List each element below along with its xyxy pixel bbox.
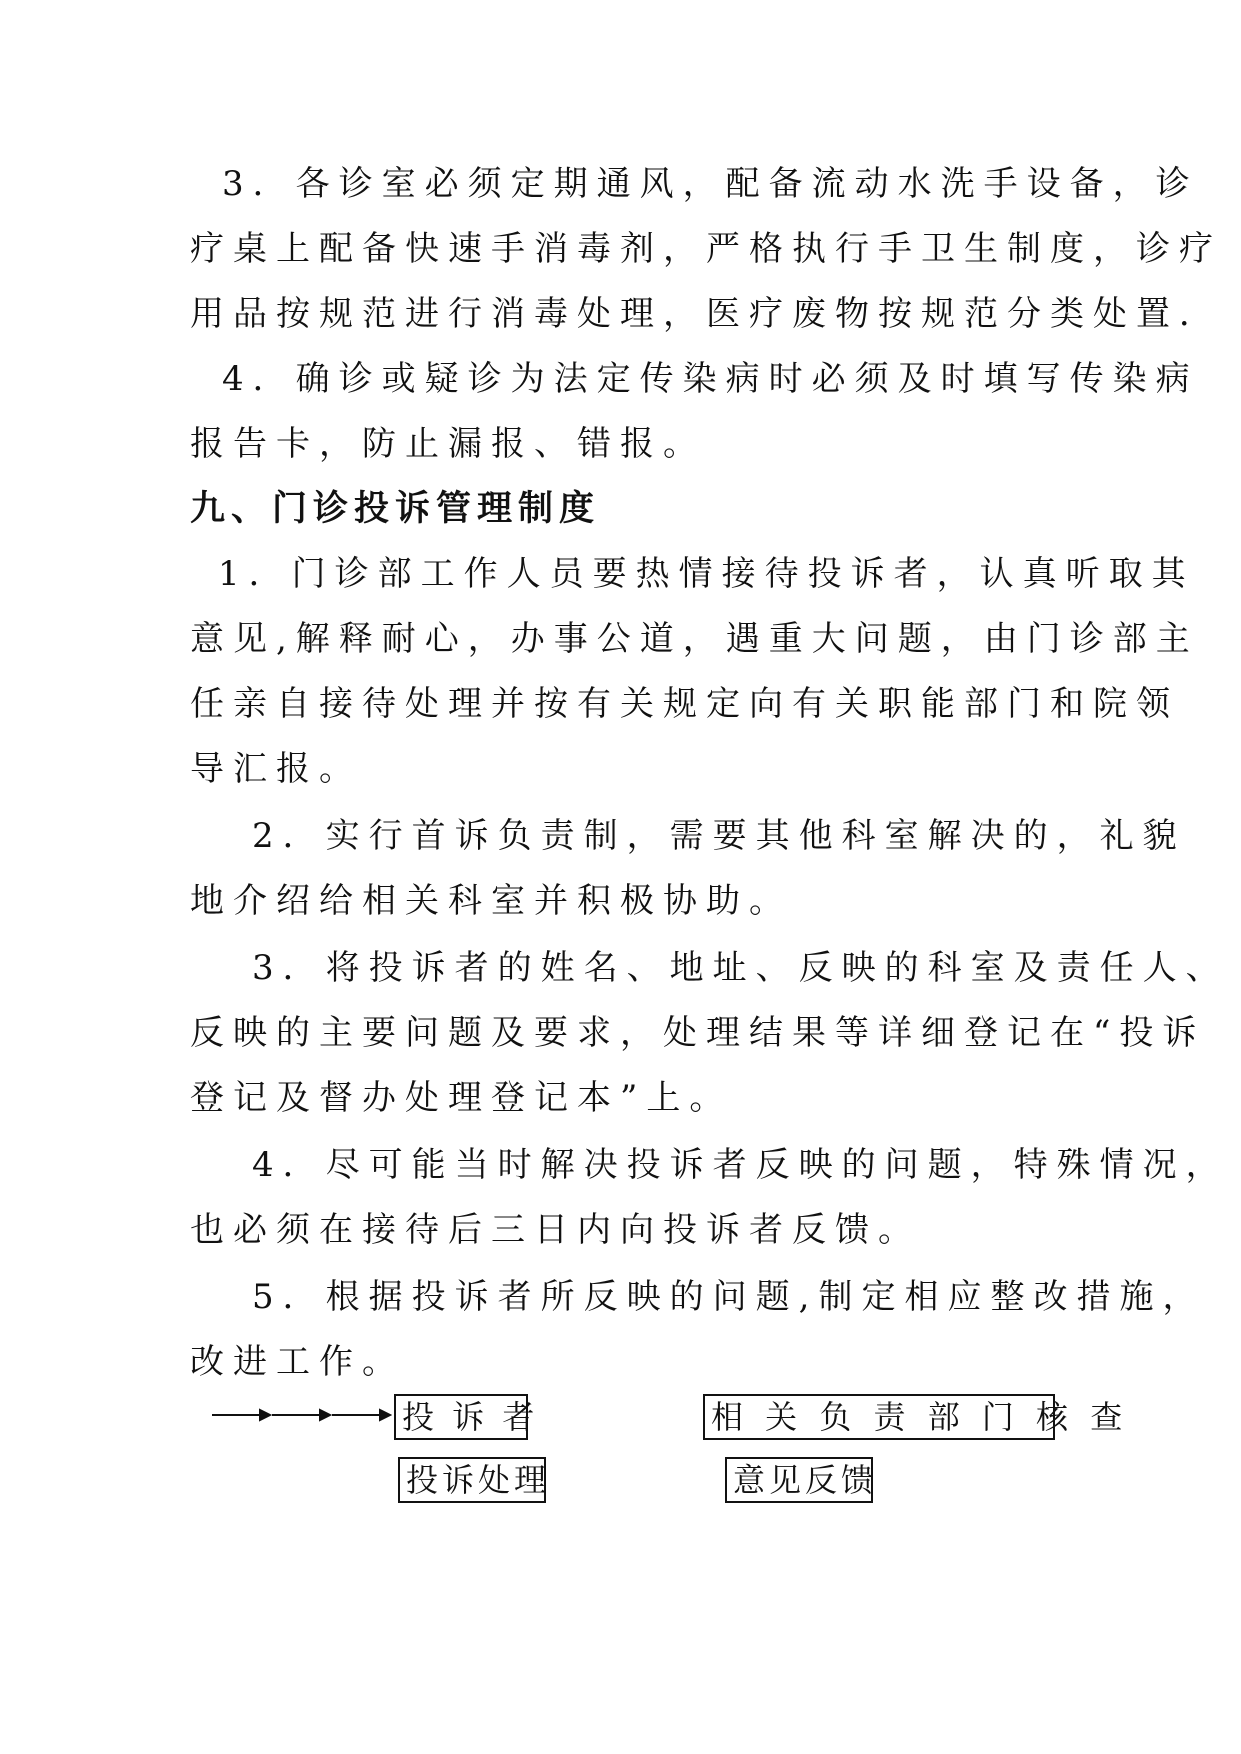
s9-item1-line4: 导汇报。 <box>190 749 362 789</box>
flow-box-dept-check: 相 关 负 责 部 门 核 查 <box>703 1394 1055 1440</box>
s9-item1-line3: 任亲自接待处理并按有关规定向有关职能部门和院领 <box>190 684 1179 724</box>
s9-item1-line2: 意见,解释耐心，办事公道，遇重大问题，由门诊部主 <box>190 619 1199 659</box>
s9-item5-line2: 改进工作。 <box>190 1342 405 1382</box>
s8-item3-line2: 疗桌上配备快速手消毒剂，严格执行手卫生制度，诊疗 <box>190 229 1222 269</box>
s9-item2-line2: 地介绍给相关科室并积极协助。 <box>190 881 792 921</box>
s9-item4-line1: 4．尽可能当时解决投诉者反映的问题，特殊情况， <box>252 1145 1229 1185</box>
s8-item4-line2: 报告卡，防止漏报、错报。 <box>190 424 706 464</box>
s8-item4-line1: 4．确诊或疑诊为法定传染病时必须及时填写传染病 <box>222 359 1199 399</box>
s9-item3-line1: 3．将投诉者的姓名、地址、反映的科室及责任人、 <box>252 948 1229 988</box>
flow-box-feedback: 意见反馈 <box>725 1457 873 1503</box>
s9-item4-line2: 也必须在接待后三日内向投诉者反馈。 <box>190 1210 921 1250</box>
flow-box-handling: 投诉处理 <box>398 1457 546 1503</box>
flow-box-complainant: 投 诉 者 <box>394 1394 528 1440</box>
s9-item2-line1: 2．实行首诉负责制，需要其他科室解决的，礼貌 <box>252 816 1186 856</box>
section9-heading: 九、门诊投诉管理制度 <box>190 488 601 529</box>
s9-item3-line2: 反映的主要问题及要求，处理结果等详细登记在“投诉 <box>190 1013 1206 1053</box>
s9-item5-line1: 5．根据投诉者所反映的问题,制定相应整改措施， <box>252 1277 1206 1317</box>
flow-arrows <box>212 1403 392 1427</box>
s9-item3-line3: 登记及督办处理登记本”上。 <box>190 1078 733 1118</box>
s8-item3-line1: 3．各诊室必须定期通风，配备流动水洗手设备，诊 <box>222 164 1199 204</box>
s9-item1-line1: 1．门诊部工作人员要热情接待投诉者，认真听取其 <box>218 554 1195 594</box>
s8-item3-line3: 用品按规范进行消毒处理，医疗废物按规范分类处置． <box>190 294 1222 334</box>
